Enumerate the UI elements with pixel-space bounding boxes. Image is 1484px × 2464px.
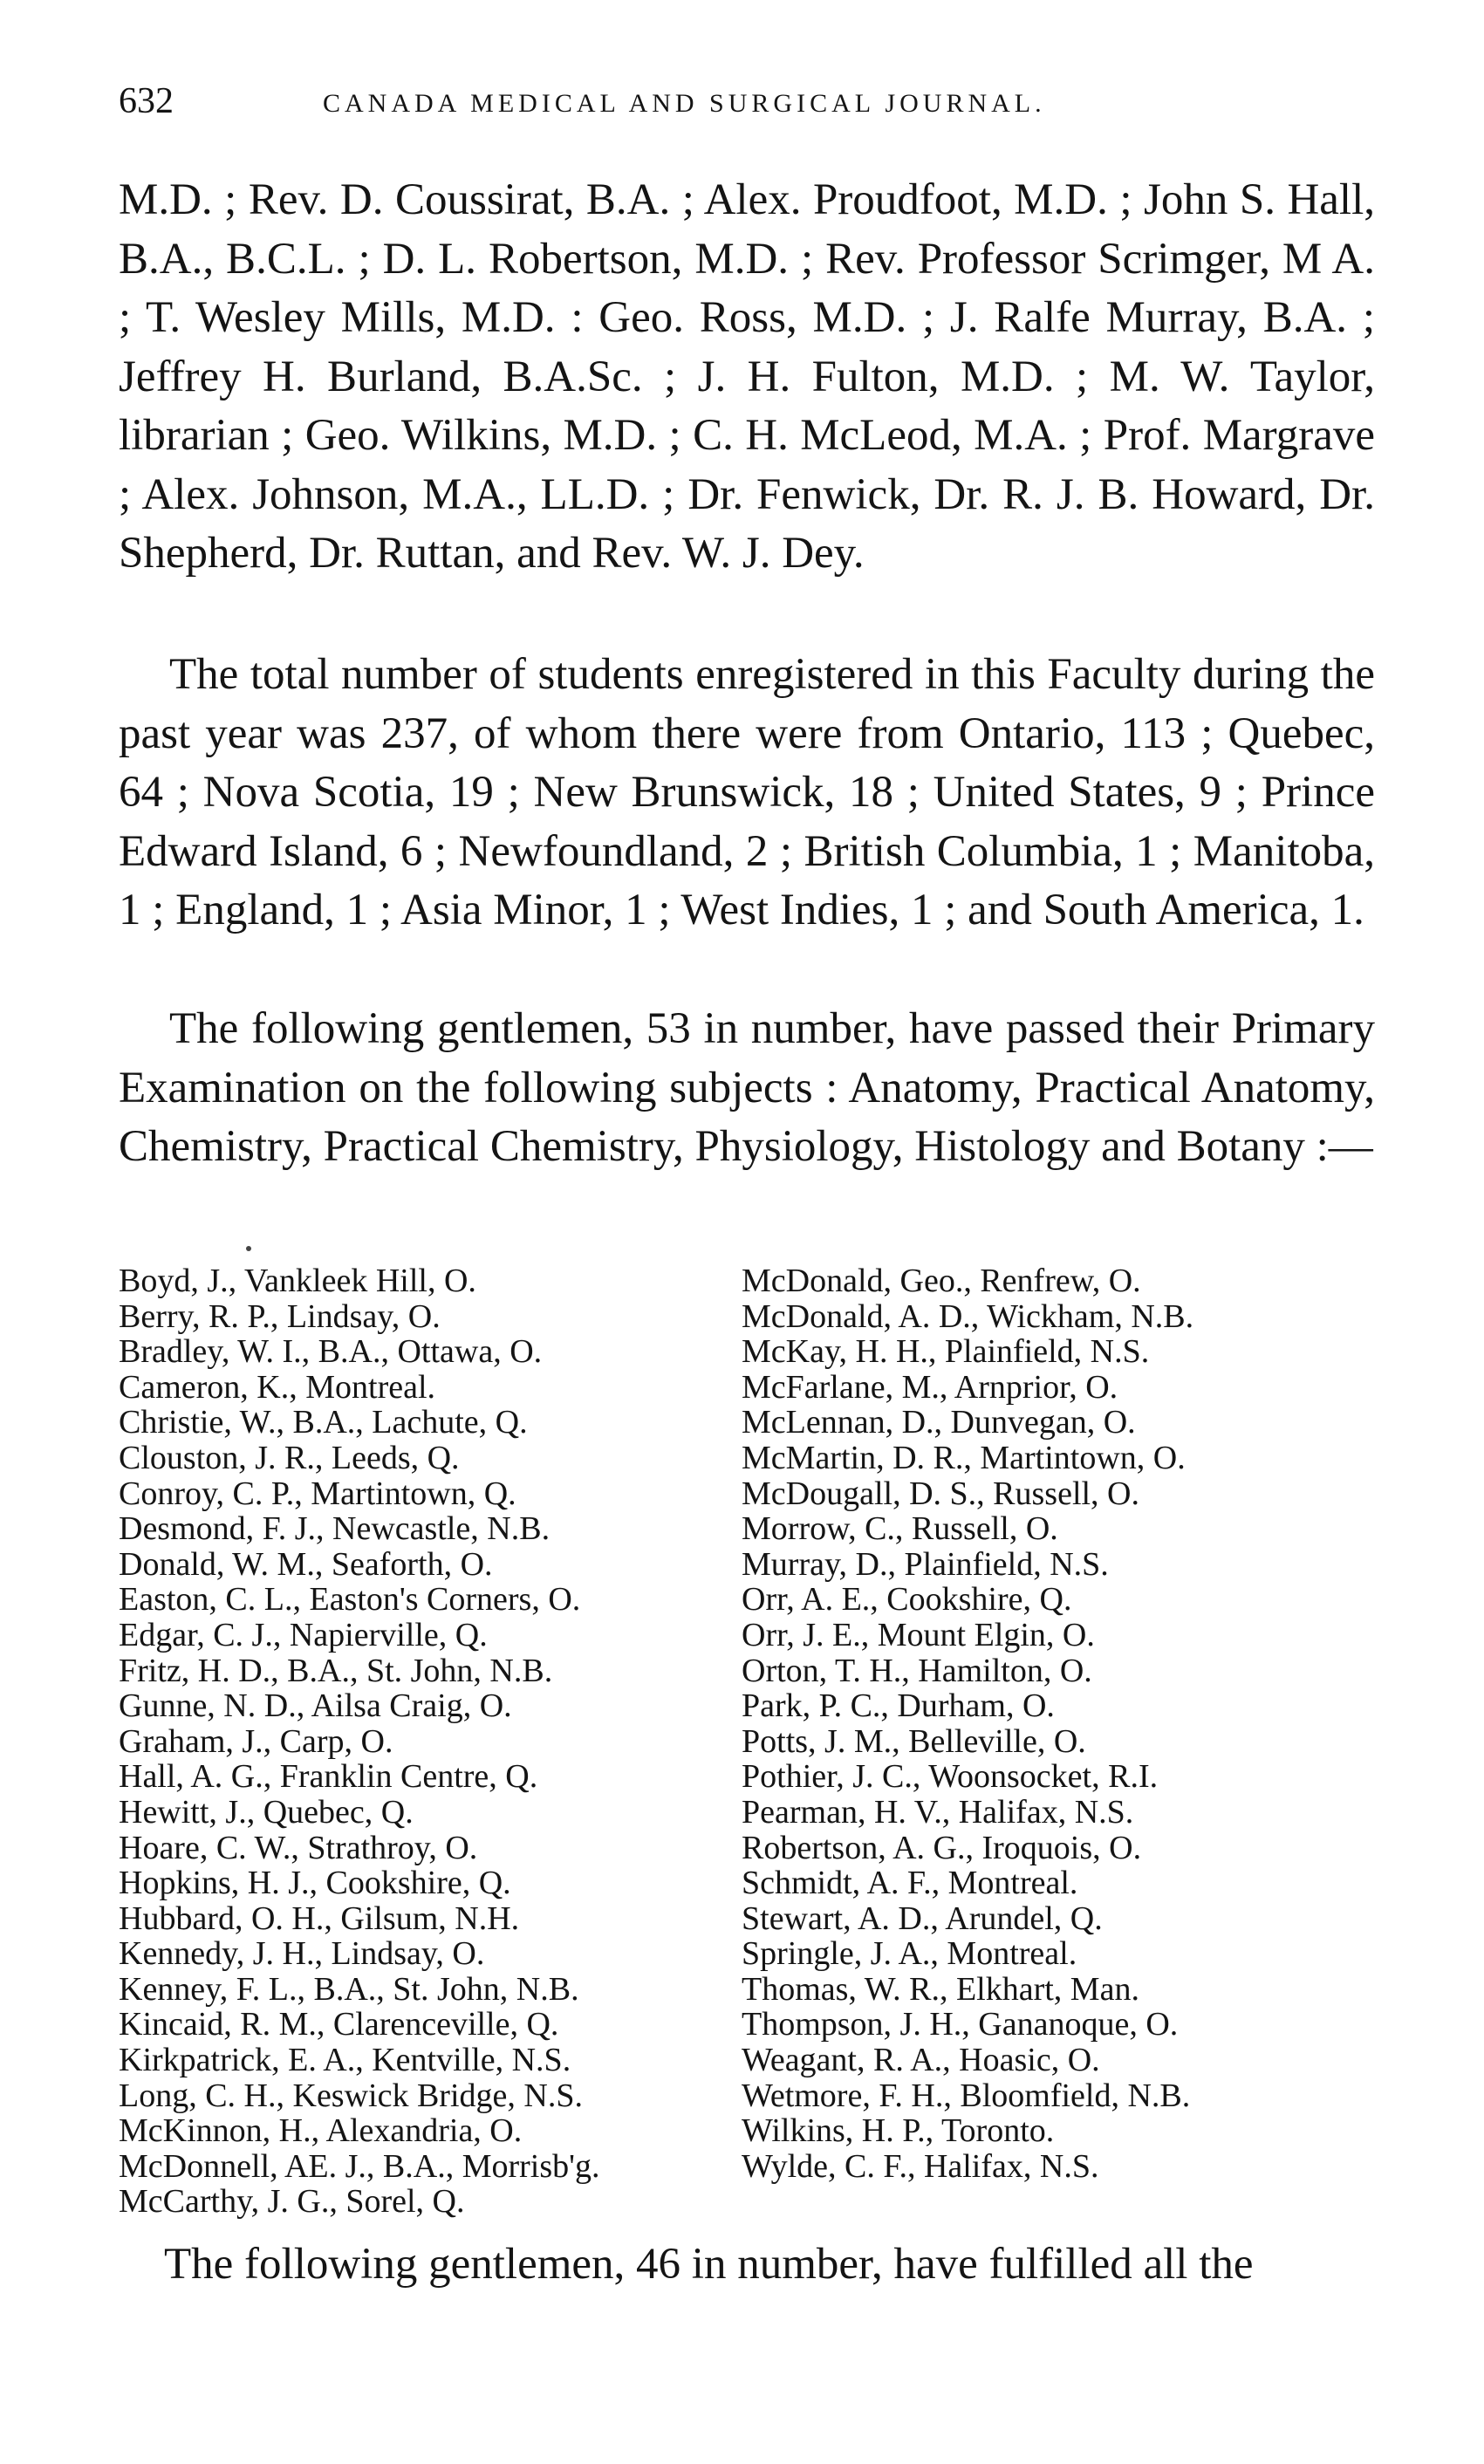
- student-entry: McDonnell, AE. J., B.A., Morrisb'g.: [119, 2147, 600, 2185]
- student-entry: Clouston, J. R., Leeds, Q.: [119, 1439, 460, 1476]
- page-number: 632: [119, 81, 174, 121]
- student-entry: McDougall, D. S., Russell, O.: [742, 1475, 1139, 1512]
- student-entry: Kincaid, R. M., Clarenceville, Q.: [119, 2006, 559, 2043]
- running-head: [119, 80, 1375, 133]
- faculty-staff-paragraph: M.D. ; Rev. D. Coussirat, B.A. ; Alex. Proudfoot, M.D. ; John S. Hall, B.A., B.C.L. ; D. L. Robertson, M.D. ; Rev. Professor Scrimger, M A. ; T. Wesley Mills, M.D. : Geo. Ross, M.D. ; J. Ralfe Murray, B.A. ; Jeffrey H. Burland, B.A.Sc. ; J. H. Fulton, M.D. ; M. W. Taylor, librarian ; Geo. Wilkins, M.D. ; C. H. McLeod, M.A. ; Prof. Margrave ; Alex. Johnson, M.A., LL.D. ; Dr. Fenwick, Dr. R. J. B. Howard, Dr. Shepherd, Dr. Ruttan, and Rev. W. J. Dey.: [119, 175, 1375, 578]
- student-entry: Morrow, C., Russell, O.: [742, 1510, 1058, 1548]
- student-entry: Desmond, F. J., Newcastle, N.B.: [119, 1510, 551, 1548]
- closing-line: The following gentlemen, 46 in number, have fulfilled all the: [164, 2240, 1254, 2289]
- student-entry: Graham, J., Carp, O.: [119, 1722, 393, 1760]
- student-entry: McDonald, Geo., Renfrew, O.: [742, 1263, 1141, 1299]
- journal-title: CANADA MEDICAL AND SURGICAL JOURNAL.: [323, 89, 1046, 118]
- student-entry: Potts, J. M., Belleville, O.: [742, 1722, 1086, 1760]
- student-entry: Kirkpatrick, E. A., Kentville, N.S.: [119, 2042, 571, 2079]
- student-entry: Thompson, J. H., Gananoque, O.: [742, 2006, 1179, 2043]
- student-entry: Wilkins, H. P., Toronto.: [742, 2112, 1055, 2150]
- student-entry: Wylde, C. F., Halifax, N.S.: [742, 2147, 1099, 2185]
- student-entry: McFarlane, M., Arnprior, O.: [742, 1368, 1118, 1406]
- student-entry: Christie, W., B.A., Lachute, Q.: [119, 1404, 528, 1441]
- student-entry: Donald, W. M., Seaforth, O.: [119, 1545, 493, 1583]
- student-entry: Bradley, W. I., B.A., Ottawa, O.: [119, 1333, 543, 1371]
- student-entry: Springle, J. A., Montreal.: [742, 1935, 1077, 1973]
- student-entry: Hoare, C. W., Strathroy, O.: [119, 1829, 478, 1866]
- student-entry: Hewitt, J., Quebec, Q.: [119, 1793, 414, 1831]
- student-entry: Schmidt, A. F., Montreal.: [742, 1865, 1078, 1902]
- student-entry: Orr, J. E., Mount Elgin, O.: [742, 1616, 1095, 1653]
- student-entry: Cameron, K., Montreal.: [119, 1368, 436, 1406]
- student-entry: Orr, A. E., Cookshire, Q.: [742, 1581, 1072, 1619]
- student-entry: Long, C. H., Keswick Bridge, N.S.: [119, 2077, 583, 2114]
- student-entry: McKinnon, H., Alexandria, O.: [119, 2112, 523, 2150]
- student-entry: Gunne, N. D., Ailsa Craig, O.: [119, 1687, 512, 1725]
- student-entry: Pothier, J. C., Woonsocket, R.I.: [742, 1758, 1159, 1796]
- student-entry: Orton, T. H., Hamilton, O.: [742, 1652, 1092, 1689]
- student-entry: Pearman, H. V., Halifax, N.S.: [742, 1793, 1134, 1831]
- student-entry: Edgar, C. J., Napierville, Q.: [119, 1616, 488, 1653]
- student-entry: Kenney, F. L., B.A., St. John, N.B.: [119, 1970, 579, 2008]
- student-entry: Stewart, A. D., Arundel, Q.: [742, 1899, 1103, 1937]
- passed-students-right-column: [742, 1263, 1370, 2184]
- student-entry: McMartin, D. R., Martintown, O.: [742, 1439, 1186, 1476]
- student-entry: Hall, A. G., Franklin Centre, Q.: [119, 1758, 538, 1796]
- student-entry: Easton, C. L., Easton's Corners, O.: [119, 1581, 581, 1619]
- student-entry: McLennan, D., Dunvegan, O.: [742, 1404, 1136, 1441]
- student-entry: Hubbard, O. H., Gilsum, N.H.: [119, 1899, 520, 1937]
- student-entry: McKay, H. H., Plainfield, N.S.: [742, 1333, 1150, 1371]
- student-entry: Kennedy, J. H., Lindsay, O.: [119, 1935, 485, 1973]
- student-entry: Thomas, W. R., Elkhart, Man.: [742, 1970, 1139, 2008]
- student-entry: Murray, D., Plainfield, N.S.: [742, 1545, 1109, 1583]
- student-entry: Berry, R. P., Lindsay, O.: [119, 1297, 441, 1335]
- student-entry: Fritz, H. D., B.A., St. John, N.B.: [119, 1652, 553, 1689]
- student-enrollment-paragraph: The total number of students enregistered in this Faculty during the past year was 237, of whom there were from Ontario, 113 ; Quebec, 64 ; Nova Scotia, 19 ; New Brunswick, 18 ; United States, 9 ; Prince Edward Island, 6 ; Newfoundland, 2 ; British Columbia, 1 ; Manitoba, 1 ; England, 1 ; Asia Minor, 1 ; West Indies, 1 ; and South America, 1.: [119, 650, 1375, 934]
- primary-examination-paragraph: The following gentlemen, 53 in number, have passed their Primary Examination on the following subjects : Anatomy, Practical Anatomy, Chemistry, Practical Chemistry, Physiology, Histology and Botany :—: [119, 1004, 1375, 1171]
- student-entry: Hopkins, H. J., Cookshire, Q.: [119, 1865, 511, 1902]
- student-entry: McDonald, A. D., Wickham, N.B.: [742, 1297, 1194, 1335]
- student-entry: Wetmore, F. H., Bloomfield, N.B.: [742, 2077, 1191, 2114]
- print-speck: [246, 1246, 251, 1251]
- student-entry: McCarthy, J. G., Sorel, Q.: [119, 2183, 465, 2221]
- student-entry: Weagant, R. A., Hoasic, O.: [742, 2042, 1100, 2079]
- student-entry: Robertson, A. G., Iroquois, O.: [742, 1829, 1142, 1866]
- student-entry: Conroy, C. P., Martintown, Q.: [119, 1475, 516, 1512]
- student-entry: Boyd, J., Vankleek Hill, O.: [119, 1263, 476, 1299]
- student-entry: Park, P. C., Durham, O.: [742, 1687, 1055, 1725]
- passed-students-left-column: [119, 1263, 747, 2220]
